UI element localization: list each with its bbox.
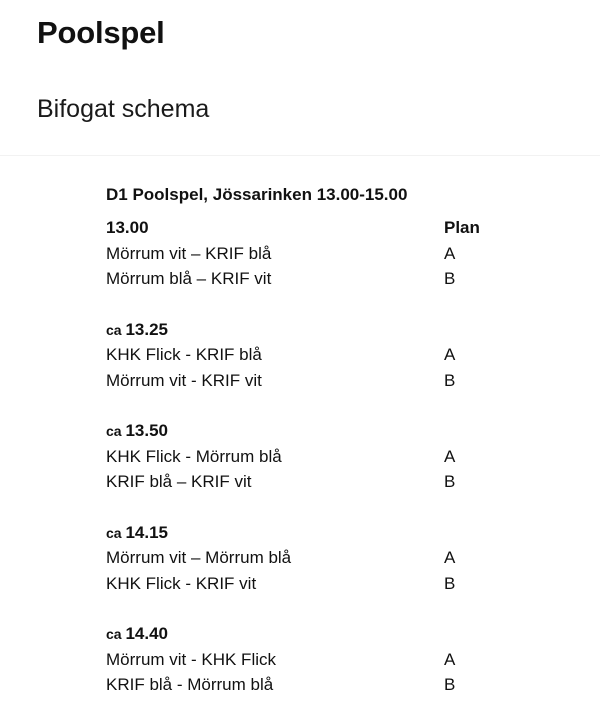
match-teams: KRIF blå – KRIF vit (106, 472, 252, 491)
match-row (106, 672, 506, 698)
time-block (106, 317, 506, 394)
match-row (106, 469, 506, 495)
match-teams: KHK Flick - KRIF blå (106, 345, 262, 364)
match-row (106, 342, 506, 368)
match-plan: A (444, 243, 456, 263)
page-title: Poolspel (37, 15, 165, 50)
attached-schedule-document (0, 156, 600, 727)
match-plan: A (444, 649, 456, 669)
time-block (106, 520, 506, 597)
match-plan: A (444, 345, 456, 364)
match-row (106, 368, 506, 394)
match-row (106, 241, 506, 267)
match-teams: KHK Flick - Mörrum blå (106, 446, 282, 466)
match-plan: B (444, 269, 456, 288)
time-block (106, 215, 506, 292)
time-row (106, 215, 506, 241)
match-plan: B (444, 573, 456, 593)
block-spacer (106, 292, 506, 317)
match-row (106, 545, 506, 571)
match-plan: A (444, 446, 456, 466)
schedule-content (106, 183, 506, 698)
time-label: 13.00 (106, 218, 149, 237)
match-teams: Mörrum vit – Mörrum blå (106, 548, 292, 567)
block-spacer (106, 596, 506, 621)
match-plan: B (444, 675, 456, 694)
match-plan: B (444, 472, 456, 491)
time-block (106, 621, 506, 698)
match-teams: Mörrum vit – KRIF blå (106, 243, 272, 263)
match-teams: KRIF blå - Mörrum blå (106, 675, 274, 694)
time-row (106, 520, 506, 546)
plan-column-header: Plan (444, 218, 480, 237)
block-spacer (106, 393, 506, 418)
match-row (106, 444, 506, 470)
time-row (106, 418, 506, 444)
time-row (106, 317, 506, 343)
schedule-heading: D1 Poolspel, Jössarinken 13.00-15.00 (106, 185, 408, 204)
match-row (106, 571, 506, 597)
time-label: ca 13.25 (106, 319, 169, 339)
block-spacer (106, 495, 506, 520)
match-teams: KHK Flick - KRIF vit (106, 573, 257, 593)
time-row (106, 621, 506, 647)
match-plan: B (444, 370, 456, 390)
time-label: ca 14.15 (106, 522, 169, 542)
match-teams: Mörrum blå – KRIF vit (106, 269, 272, 288)
time-label: ca 14.40 (106, 624, 169, 643)
match-teams: Mörrum vit - KHK Flick (106, 649, 276, 669)
match-plan: A (444, 548, 456, 567)
match-row (106, 266, 506, 292)
match-teams: Mörrum vit - KRIF vit (106, 370, 262, 390)
time-block (106, 418, 506, 495)
match-row (106, 647, 506, 673)
time-label: ca 13.50 (106, 421, 169, 440)
page-subtitle: Bifogat schema (37, 95, 210, 123)
